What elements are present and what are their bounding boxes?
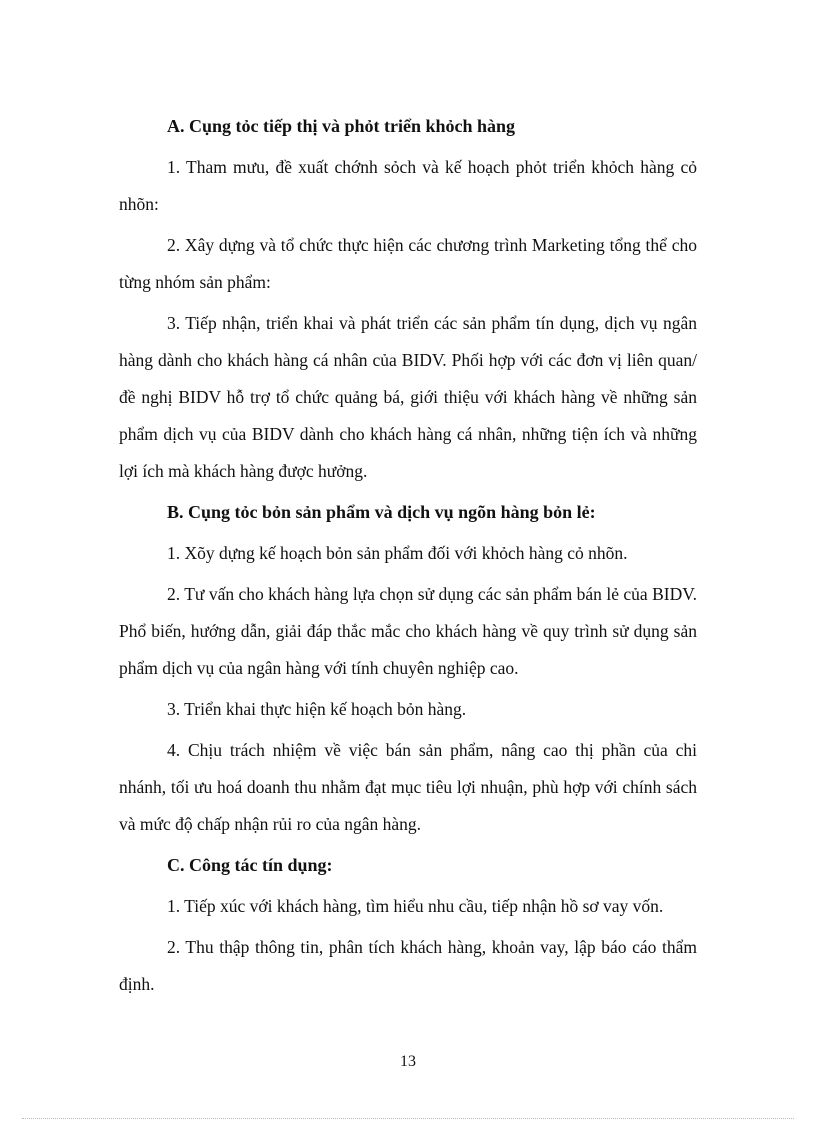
section-a-paragraph-3: 3. Tiếp nhận, triển khai và phát triển các sản phẩm tín dụng, dịch vụ ngân hàng dành cho khách hàng cá nhân của BIDV. Phối hợp với các đơn vị liên quan/ đề nghị BIDV hỗ trợ tổ chức quảng bá, giới thiệu với khách hàng về những sản phẩm dịch vụ của BIDV dành cho khách hàng cá nhân, những tiện ích và những lợi ích mà khách hàng được hưởng. — [119, 313, 697, 481]
section-a-paragraph-2: 2. Xây dựng và tổ chức thực hiện các chương trình Marketing tổng thể cho từng nhóm sản phẩm: — [119, 235, 697, 292]
section-c-paragraph-2: 2. Thu thập thông tin, phân tích khách hàng, khoản vay, lập báo cáo thẩm định. — [119, 937, 697, 994]
section-b-paragraph-4: 4. Chịu trách nhiệm về việc bán sản phẩm, nâng cao thị phần của chi nhánh, tối ưu hoá doanh thu nhằm đạt mục tiêu lợi nhuận, phù hợp với chính sách và mức độ chấp nhận rủi ro của ngân hàng. — [119, 740, 697, 834]
section-b-paragraph-2: 2. Tư vấn cho khách hàng lựa chọn sử dụng các sản phẩm bán lẻ của BIDV. Phổ biến, hướng dẫn, giải đáp thắc mắc cho khách hàng về quy trình sử dụng sản phẩm dịch vụ của ngân hàng với tính chuyên nghiệp cao. — [119, 584, 697, 678]
section-b-paragraph-1: 1. Xõy dựng kế hoạch bỏn sản phẩm đối với khỏch hàng cỏ nhõn. — [167, 543, 628, 563]
section-c — [119, 847, 697, 1003]
page-footer-divider — [22, 1118, 794, 1119]
section-c-paragraph-1: 1. Tiếp xúc với khách hàng, tìm hiểu nhu cầu, tiếp nhận hồ sơ vay vốn. — [167, 896, 664, 916]
section-b — [119, 494, 697, 843]
page-number: 13 — [400, 1053, 416, 1070]
section-a-paragraph-1: 1. Tham mưu, đề xuất chớnh sỏch và kế hoạch phỏt triển khỏch hàng cỏ nhõn: — [119, 157, 697, 214]
section-a — [119, 108, 697, 490]
document-body — [119, 108, 697, 1007]
section-b-heading: B. Cụng tỏc bỏn sản phẩm và dịch vụ ngõn hàng bỏn lẻ: — [167, 502, 596, 522]
section-c-heading: C. Công tác tín dụng: — [167, 855, 333, 875]
section-b-paragraph-3: 3. Triển khai thực hiện kế hoạch bỏn hàng. — [167, 699, 467, 719]
section-a-heading: A. Cụng tỏc tiếp thị và phỏt triển khỏch hàng — [167, 116, 516, 136]
